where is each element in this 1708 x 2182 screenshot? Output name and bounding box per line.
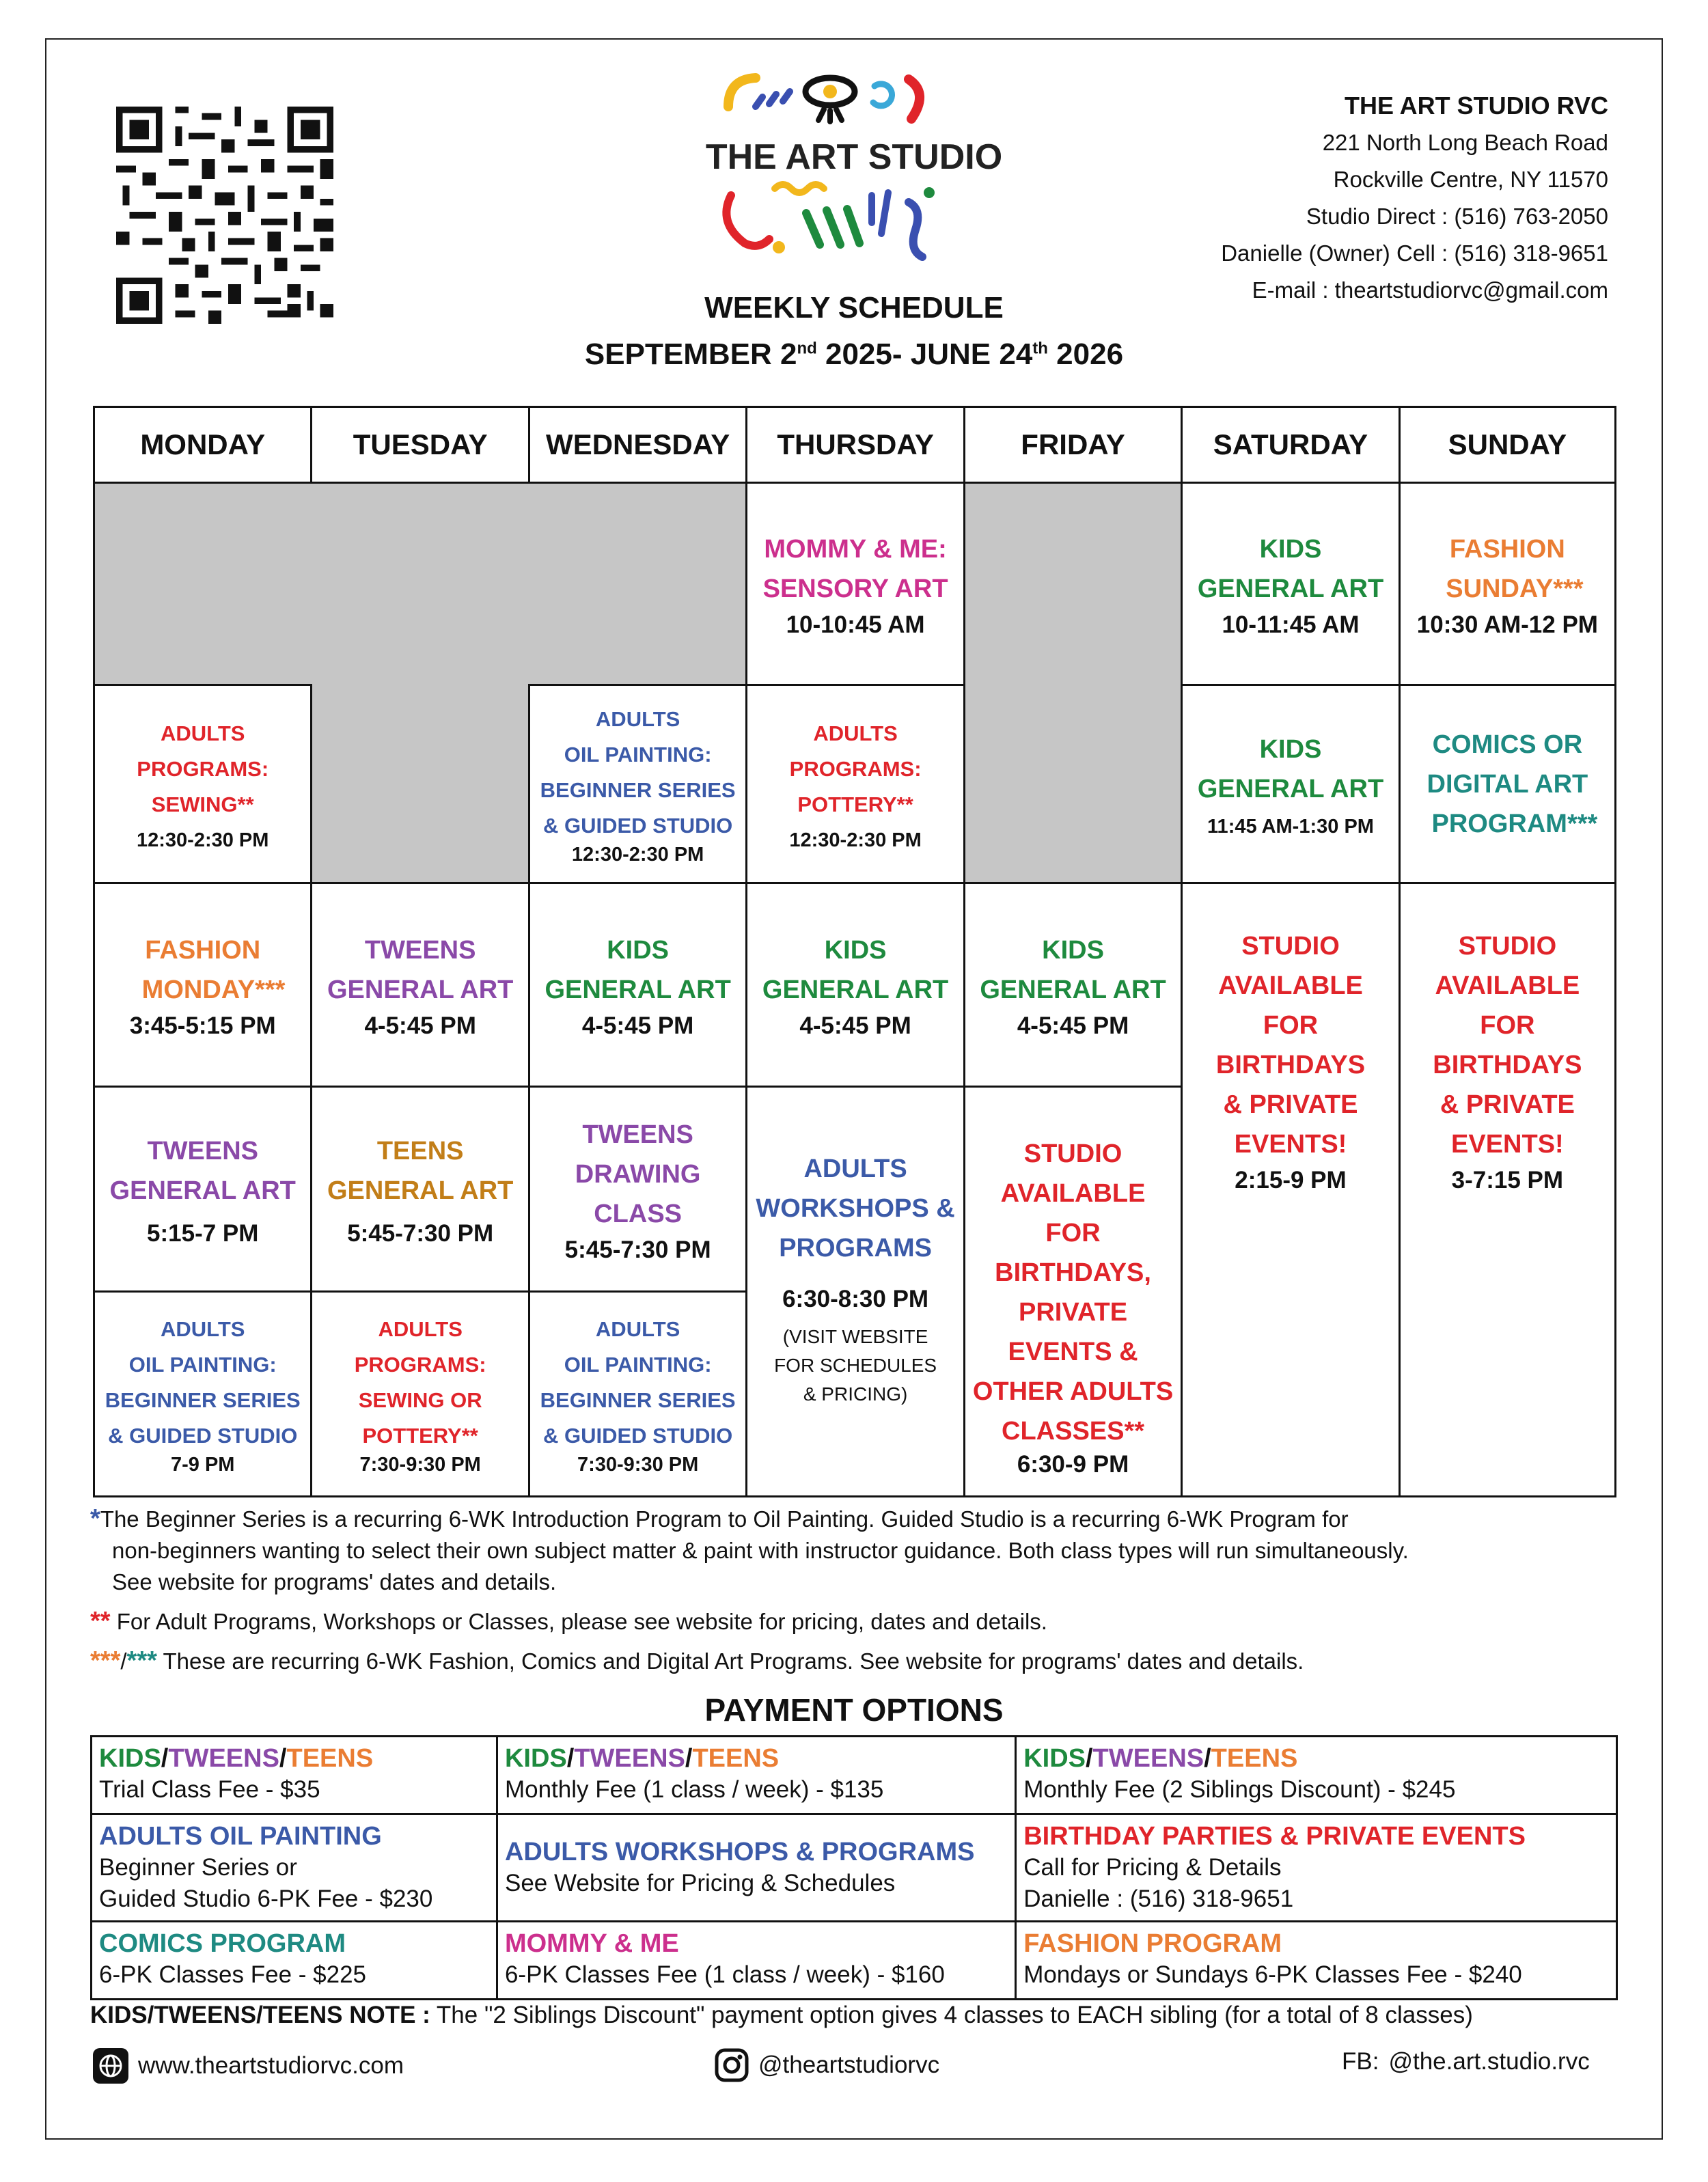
address-line-1: 221 North Long Beach Road	[1322, 130, 1608, 155]
day-header-friday: FRIDAY	[964, 407, 1181, 483]
address-line-2: Rockville Centre, NY 11570	[1333, 167, 1608, 192]
class-cell-wed-adult-oil-painting: ADULTS OIL PAINTING: BEGINNER SERIES & GUIDED STUDIO 12:30-2:30 PM	[529, 685, 746, 883]
class-cell-mon-adult-oil-painting: ADULTS OIL PAINTING: BEGINNER SERIES & GUIDED STUDIO 7-9 PM	[94, 1292, 312, 1497]
footer-facebook[interactable]: FB: @the.art.studio.rvc	[1342, 2048, 1590, 2075]
day-header-monday: MONDAY	[94, 407, 312, 483]
footnote-oil-painting: *The Beginner Series is a recurring 6-WK Introduction Program to Oil Painting. Guided Studio is a recurring 6-WK Program for non-beginners wanting to select their own subject matter & paint with instructor guidance. Both class types will run simultaneously. See website for programs' dates and details.	[90, 1504, 1409, 1594]
payment-fashion: FASHION PROGRAM Mondays or Sundays 6-PK Classes Fee - $240	[1016, 1922, 1617, 2000]
class-cell-mon-fashion: FASHION MONDAY*** 3:45-5:15 PM	[94, 883, 312, 1087]
day-header-thursday: THURSDAY	[747, 407, 964, 483]
payment-workshops: ADULTS WORKSHOPS & PROGRAMS See Website for Pricing & Schedules	[497, 1814, 1015, 1922]
studio-name: THE ART STUDIO RVC	[1344, 92, 1608, 120]
class-cell-sat-birthdays: STUDIO AVAILABLE FOR BIRTHDAYS & PRIVATE EVENTS! 2:15-9 PM	[1182, 883, 1399, 1497]
class-cell-wed-adult-oil-painting-evening: ADULTS OIL PAINTING: BEGINNER SERIES & GUIDED STUDIO 7:30-9:30 PM	[529, 1292, 746, 1497]
payment-note: KIDS/TWEENS/TEENS NOTE : The "2 Siblings Discount" payment option gives 4 classes to EACH sibling (for a total of 8 classes)	[90, 2002, 1473, 2028]
footnote-adult-programs: ** For Adult Programs, Workshops or Classes, please see website for pricing, dates and details.	[90, 1607, 1047, 1635]
class-cell-tue-adult-sewing-pottery: ADULTS PROGRAMS: SEWING OR POTTERY** 7:30-9:30 PM	[312, 1292, 529, 1497]
studio-contact-block	[1221, 87, 1608, 309]
class-cell-wed-kids-general-art: KIDS GENERAL ART 4-5:45 PM	[529, 883, 746, 1087]
empty-slot	[964, 483, 1181, 883]
payment-oil-painting: ADULTS OIL PAINTING Beginner Series or Guided Studio 6-PK Fee - $230	[92, 1814, 497, 1922]
day-header-sunday: SUNDAY	[1399, 407, 1615, 483]
schedule-dates: SEPTEMBER 2nd 2025- JUNE 24th 2026	[584, 337, 1124, 371]
payment-trial: KIDS/TWEENS/TEENS Trial Class Fee - $35	[92, 1737, 497, 1814]
class-cell-sun-fashion: FASHION SUNDAY*** 10:30 AM-12 PM	[1399, 483, 1615, 685]
footnote-fashion-comics: ***/*** These are recurring 6-WK Fashion, Comics and Digital Art Programs. See website for programs' dates and details.	[90, 1646, 1304, 1675]
payment-birthday: BIRTHDAY PARTIES & PRIVATE EVENTS Call for Pricing & Details Danielle : (516) 318-9651	[1016, 1814, 1617, 1922]
footer-website[interactable]: www.theartstudiorvc.com	[93, 2048, 404, 2084]
payment-comics: COMICS PROGRAM 6-PK Classes Fee - $225	[92, 1922, 497, 2000]
class-cell-mon-adult-sewing: ADULTS PROGRAMS: SEWING** 12:30-2:30 PM	[94, 685, 312, 883]
payment-monthly: KIDS/TWEENS/TEENS Monthly Fee (1 class / week) - $135	[497, 1737, 1015, 1814]
class-cell-thu-adult-workshops: ADULTS WORKSHOPS & PROGRAMS 6:30-8:30 PM (VISIT WEBSITE FOR SCHEDULES & PRICING)	[747, 1087, 964, 1497]
class-cell-tue-tweens-general-art: TWEENS GENERAL ART 4-5:45 PM	[312, 883, 529, 1087]
footer-instagram[interactable]: @theartstudiorvc	[715, 2048, 939, 2082]
day-header-tuesday: TUESDAY	[312, 407, 529, 483]
class-cell-thu-mommy-me: MOMMY & ME: SENSORY ART 10-10:45 AM	[747, 483, 964, 685]
class-cell-fri-kids-general-art: KIDS GENERAL ART 4-5:45 PM	[964, 883, 1181, 1087]
payment-mommy-me: MOMMY & ME 6-PK Classes Fee (1 class / week) - $160	[497, 1922, 1015, 2000]
day-header-wednesday: WEDNESDAY	[529, 407, 746, 483]
qr-code-icon[interactable]	[116, 107, 333, 324]
empty-slot	[312, 685, 529, 883]
day-header-saturday: SATURDAY	[1182, 407, 1399, 483]
class-cell-thu-kids-general-art: KIDS GENERAL ART 4-5:45 PM	[747, 883, 964, 1087]
class-cell-sat-kids-general-art: KIDS GENERAL ART 10-11:45 AM	[1182, 483, 1399, 685]
logo-text: THE ART STUDIO	[705, 137, 1003, 177]
class-cell-wed-tweens-drawing: TWEENS DRAWING CLASS 5:45-7:30 PM	[529, 1087, 746, 1292]
class-cell-sun-birthdays: STUDIO AVAILABLE FOR BIRTHDAYS & PRIVATE EVENTS! 3-7:15 PM	[1399, 883, 1615, 1497]
class-cell-sun-comics-digital: COMICS OR DIGITAL ART PROGRAM***	[1399, 685, 1615, 883]
schedule-title: WEEKLY SCHEDULE	[704, 291, 1004, 324]
class-cell-mon-tweens-general-art: TWEENS GENERAL ART 5:15-7 PM	[94, 1087, 312, 1292]
class-cell-thu-adult-pottery: ADULTS PROGRAMS: POTTERY** 12:30-2:30 PM	[747, 685, 964, 883]
email[interactable]: E-mail : theartstudiorvc@gmail.com	[1252, 277, 1608, 303]
owner-phone[interactable]: Danielle (Owner) Cell : (516) 318-9651	[1221, 240, 1608, 266]
payment-options-table	[90, 1735, 1618, 2000]
class-cell-tue-teens-general-art: TEENS GENERAL ART 5:45-7:30 PM	[312, 1087, 529, 1292]
payment-siblings: KIDS/TWEENS/TEENS Monthly Fee (2 Siblings Discount) - $245	[1016, 1737, 1617, 1814]
empty-slot	[94, 483, 747, 685]
globe-icon	[93, 2048, 128, 2084]
payment-options-title: PAYMENT OPTIONS	[704, 1692, 1004, 1728]
instagram-icon	[715, 2048, 749, 2082]
class-cell-fri-birthdays: STUDIO AVAILABLE FOR BIRTHDAYS, PRIVATE EVENTS & OTHER ADULTS CLASSES** 6:30-9 PM	[964, 1087, 1181, 1497]
weekly-schedule-table	[93, 406, 1616, 1497]
studio-phone[interactable]: Studio Direct : (516) 763-2050	[1306, 204, 1608, 229]
class-cell-sat-kids-general-art-2: KIDS GENERAL ART 11:45 AM-1:30 PM	[1182, 685, 1399, 883]
